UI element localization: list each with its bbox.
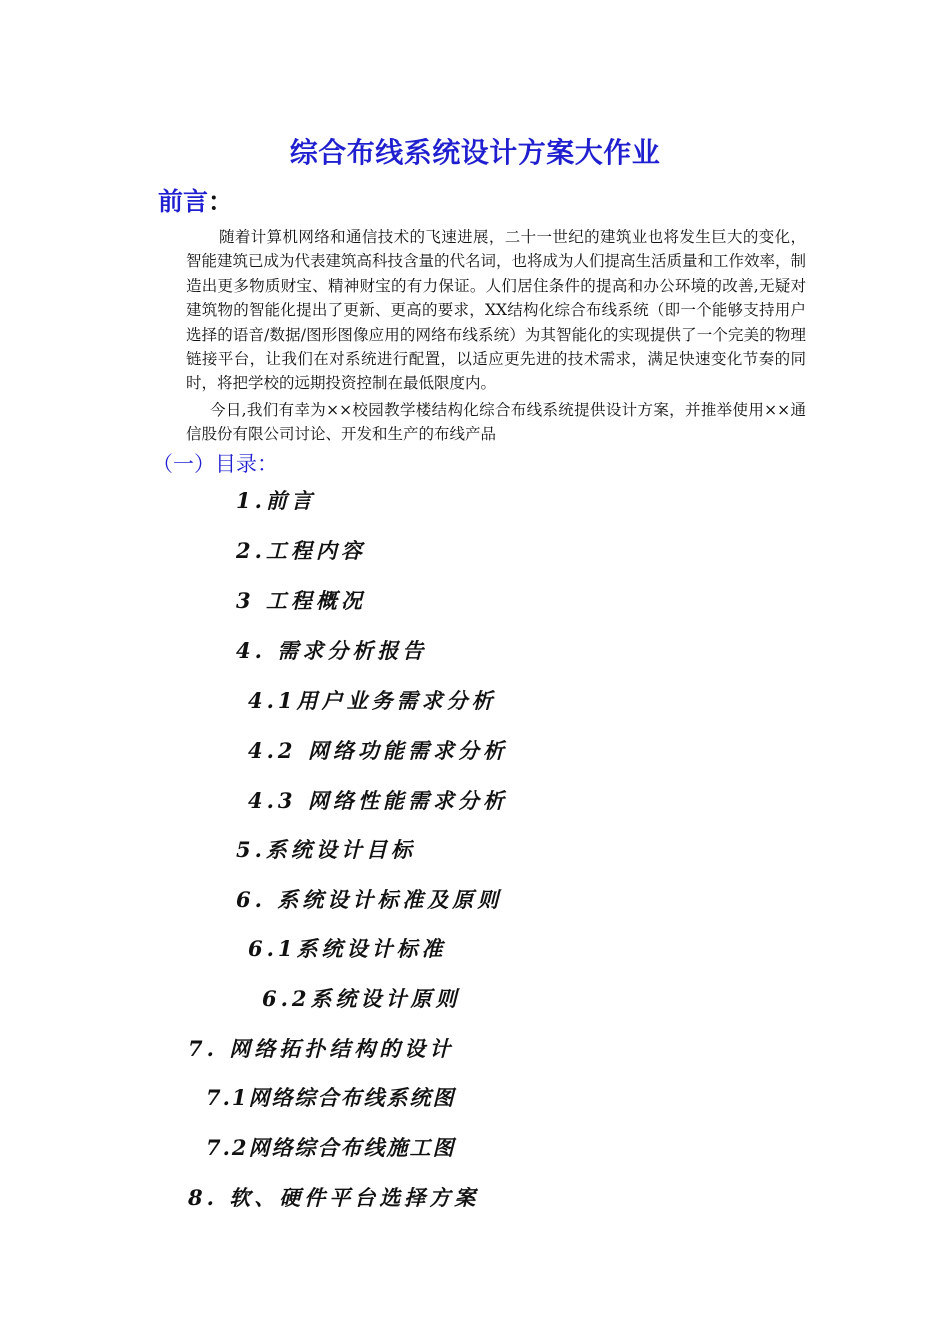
toc-item: 2.工程内容 [236, 538, 366, 563]
toc-item: 4.2 网络功能需求分析 [248, 738, 508, 763]
toc-item: 4.1用户业务需求分析 [248, 688, 497, 713]
toc-item: 7.1网络综合布线系统图 [206, 1085, 456, 1110]
toc-item: 8. 软、硬件平台选择方案 [188, 1185, 480, 1210]
toc-item: 1.前言 [236, 488, 316, 513]
preface-heading [158, 182, 233, 218]
document-title: 综合布线系统设计方案大作业 [289, 136, 661, 169]
toc-item: 4.3 网络性能需求分析 [248, 788, 508, 813]
toc-item: 6. 系统设计标准及原则 [236, 887, 503, 912]
preface-heading-text: 前言 [158, 187, 209, 216]
preface-paragraph-closing: 今日,我们有幸为××校园教学楼结构化综合布线系统提供设计方案，并推举使用××通信股份有限公司讨论、开发和生产的布线产品 [186, 401, 806, 444]
toc-item: 6.1系统设计标准 [248, 936, 447, 961]
toc-item: 4. 需求分析报告 [236, 638, 428, 663]
toc-item: 3 工程概况 [236, 588, 366, 613]
toc-heading: （一）目录： [152, 452, 278, 476]
preface-heading-colon: ： [208, 187, 234, 216]
preface-paragraph: 随着计算机网络和通信技术的飞速进展，二十一世纪的建筑业也将发生巨大的变化，智能建筑已成为代表建筑高科技含量的代名词，也将成为人们提高生活质量和工作效率，制造出更多物质财宝、精神财宝的有力保证。人们居住条件的提高和办公环境的改善,无疑对建筑物的智能化提出了更新、更高的要求，XX结构化综合布线系统（即一个能够支持用户选择的语音/数据/图形图像应用的网络布线系统）为其智能化的实现提供了一个完美的物理链接平台，让我们在对系统进行配置，以适应更先进的技术需求，满足快速变化节奏的同时，将把学校的远期投资控制在最低限度内。 [186, 228, 807, 393]
toc-item: 7.2网络综合布线施工图 [206, 1135, 456, 1160]
toc-item: 5.系统设计目标 [236, 837, 416, 862]
toc-item: 7. 网络拓扑结构的设计 [188, 1036, 455, 1061]
toc-item: 6.2系统设计原则 [262, 986, 461, 1011]
